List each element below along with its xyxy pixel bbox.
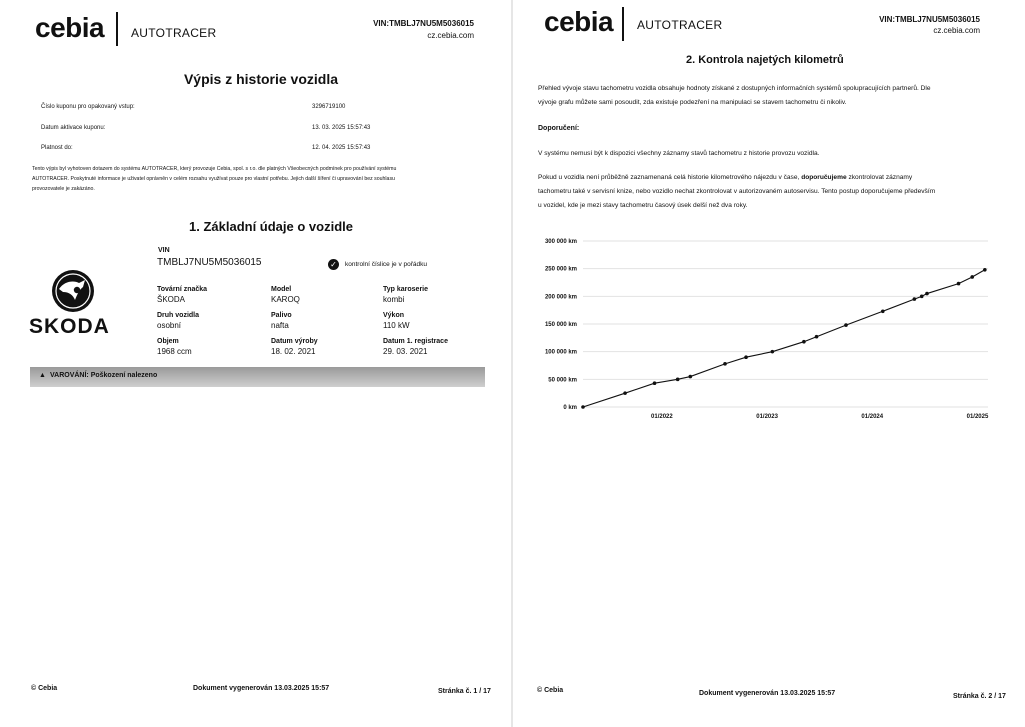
warning-banner[interactable] [30, 367, 485, 387]
footer-page-number: Stránka č. 2 / 17 [953, 693, 1006, 700]
data-point [920, 295, 924, 299]
y-tick-label: 300 000 km [544, 239, 577, 245]
data-point [957, 282, 961, 286]
data-point [623, 391, 627, 395]
intro-line: vývoje grafu můžete sami posoudit, zda existuje podezření na manipulaci se stavem tachometru či nikoliv. [538, 99, 847, 106]
series-line [583, 270, 985, 407]
data-point [771, 350, 775, 354]
field-label: Objem [157, 338, 179, 345]
footer-generated: Dokument vygenerován 13.03.2025 15:57 [193, 685, 330, 692]
field-value: 110 kW [383, 321, 410, 330]
info-label-validity: Platnost do: [41, 145, 73, 151]
disclaimer-line: AUTOTRACER. Poskytnuté informace je uživatel oprávněn v celém rozsahu využívat pouze pro vlastní potřebu. Jejich další šíření či upravování bez souhlasu [32, 176, 395, 182]
vin-check-text: kontrolní číslice je v pořádku [345, 261, 428, 268]
y-tick-label: 50 000 km [548, 377, 577, 384]
footer-copyright: © Cebia [31, 685, 58, 692]
section-title-basic-info: 1. Základní údaje o vozidle [189, 219, 353, 234]
recommend-title: Doporučení: [538, 125, 580, 132]
data-point [723, 362, 727, 366]
data-point [653, 381, 657, 385]
footer-page-number: Stránka č. 1 / 17 [438, 688, 491, 695]
data-point [913, 297, 917, 301]
y-tick-label: 250 000 km [544, 266, 577, 273]
vin-header: VIN:TMBLJ7NU5M5036015 [879, 15, 980, 24]
field-value: osobní [157, 321, 182, 330]
info-value-coupon: 3296719100 [312, 104, 346, 110]
disclaimer-line: provozovatele je zakázáno. [32, 186, 95, 192]
mileage-chart [513, 228, 1025, 428]
section-title-mileage: 2. Kontrola najetých kilometrů [686, 54, 844, 66]
data-point [676, 378, 680, 382]
field-label: Datum 1. registrace [383, 338, 448, 345]
data-point [925, 292, 929, 296]
vin-value: TMBLJ7NU5M5036015 [157, 257, 262, 268]
field-label: Druh vozidla [157, 312, 200, 319]
x-tick-label: 01/2023 [756, 414, 778, 420]
logo-divider [622, 7, 624, 41]
data-point [744, 355, 748, 359]
site-link[interactable]: cz.cebia.com [427, 31, 474, 40]
footer-generated: Dokument vygenerován 13.03.2025 15:57 [699, 690, 836, 697]
info-label-coupon: Číslo kuponu pro opakovaný vstup: [41, 104, 135, 110]
report-page-2 [513, 0, 1025, 727]
data-point [983, 268, 987, 272]
intro-line: Přehled vývoje stavu tachometru vozidla obsahuje hodnoty získané z dostupných informačních systémů spolupracujících partnerů. Dle [538, 85, 931, 92]
check-icon: ✓ [328, 259, 339, 270]
product-name: AUTOTRACER [131, 26, 217, 40]
data-point [688, 375, 692, 379]
data-point [581, 405, 585, 409]
x-tick-label: 01/2025 [966, 414, 989, 420]
field-label: Palivo [271, 312, 292, 319]
disclaimer [32, 164, 482, 194]
brand-text: SKODA [29, 315, 110, 338]
advice-line: tachometru také v servisní knize, nebo vozidlo nechat zkontrolovat v autorizovaném autoservisu. Tento postup doporučujeme především [538, 188, 936, 195]
skoda-logo-icon [50, 268, 96, 314]
info-value-validity: 12. 04. 2025 15:57:43 [312, 145, 371, 151]
advice-line: u vozidel, kde je mezi stavy tachometru časový úsek delší než dva roky. [538, 202, 748, 209]
field-label: Výkon [383, 312, 405, 319]
data-point [881, 309, 885, 313]
field-value: ŠKODA [157, 295, 186, 304]
field-label: Typ karoserie [383, 286, 429, 293]
data-point [815, 335, 819, 339]
field-value: KAROQ [271, 295, 300, 304]
y-tick-label: 150 000 km [544, 322, 577, 328]
advice-line: Pokud u vozidla není průběžně zaznamenaná celá historie kilometrového nájezdu v čase, doporučujeme zkontrolovat záznamy [538, 174, 913, 181]
logo-divider [116, 12, 118, 46]
x-tick-label: 01/2022 [651, 414, 673, 420]
y-tick-label: 200 000 km [544, 294, 577, 301]
info-value-activation: 13. 03. 2025 15:57:43 [312, 125, 371, 131]
vin-label: VIN [158, 247, 170, 254]
data-point [802, 340, 806, 344]
field-value: 1968 ccm [157, 347, 192, 356]
data-point [844, 323, 848, 327]
x-tick-label: 01/2024 [861, 414, 884, 420]
y-tick-label: 100 000 km [544, 349, 577, 356]
field-label: Model [271, 286, 292, 293]
field-value: kombi [383, 295, 405, 304]
site-link[interactable]: cz.cebia.com [933, 26, 980, 35]
disclaimer-line: Tento výpis byl vyhotoven dotazem do systému AUTOTRACER, který provozuje Cebia, spol. s r.o. dle platných Všeobecných podmínek pro používání systému [32, 166, 397, 172]
field-label: Tovární značka [157, 286, 208, 293]
cebia-logo: cebia [35, 12, 105, 43]
info-label-activation: Datum aktivace kuponu: [41, 125, 106, 131]
field-value: 29. 03. 2021 [383, 347, 428, 356]
field-value: nafta [271, 321, 289, 330]
footer-copyright: © Cebia [537, 687, 564, 694]
field-value: 18. 02. 2021 [271, 347, 316, 356]
warning-icon: ▲ [39, 372, 46, 379]
warning-text: VAROVÁNÍ: Poškození nalezeno [50, 372, 158, 379]
recommend-text: V systému nemusí být k dispozici všechny záznamy stavů tachometru z historie provozu vozidla. [538, 150, 820, 157]
page-title: Výpis z historie vozidla [183, 71, 339, 87]
cebia-logo: cebia [544, 6, 614, 37]
report-page-1 [0, 0, 512, 727]
product-name: AUTOTRACER [637, 18, 723, 32]
intro-text [538, 82, 1008, 110]
y-tick-label: 0 km [563, 405, 577, 411]
data-point [970, 275, 974, 279]
field-label: Datum výroby [271, 338, 318, 345]
advice-text [538, 171, 1008, 213]
vin-header: VIN:TMBLJ7NU5M5036015 [373, 19, 474, 28]
